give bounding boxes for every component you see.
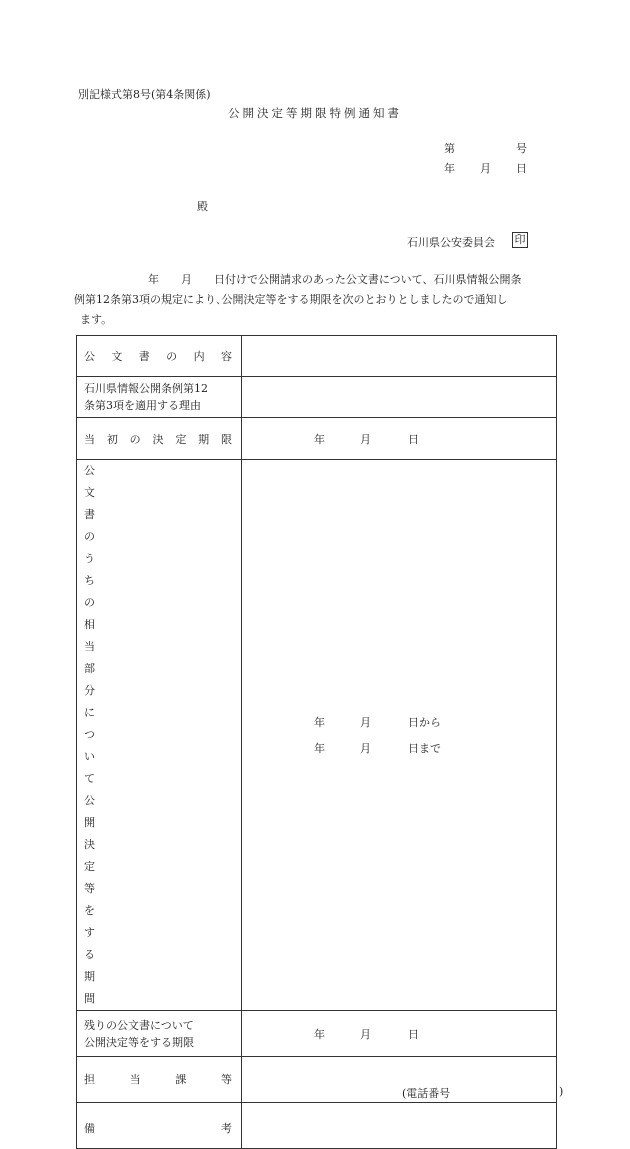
- label-department-text: [84, 1071, 232, 1087]
- period-from-year: 年: [314, 716, 325, 729]
- label-char: 公: [84, 350, 95, 363]
- label-char: の: [84, 530, 95, 543]
- label-reason-line1: 石川県情報公開条例第12: [84, 382, 208, 395]
- doc-date-month: 月: [480, 162, 491, 175]
- value-department: [242, 1057, 564, 1103]
- label-char: を: [84, 904, 95, 917]
- label-char: 定: [84, 860, 95, 873]
- label-char: 書: [84, 508, 95, 521]
- label-partial-period-line3: [84, 834, 232, 1010]
- label-char: 当: [84, 640, 95, 653]
- label-char: 初: [106, 432, 118, 446]
- label-char: ち: [84, 574, 95, 587]
- form-number-label: 別記様式第8号(第4条関係): [78, 88, 211, 101]
- notice-table: [76, 335, 564, 1149]
- label-char: 間: [84, 992, 95, 1005]
- label-char: 当: [84, 432, 95, 446]
- label-remaining-line2: 公開決定等をする期限: [84, 1035, 194, 1049]
- label-char: 等: [220, 1073, 232, 1086]
- label-char: う: [84, 552, 95, 565]
- label-partial-period-line1: [84, 460, 232, 658]
- label-initial-deadline: [77, 418, 242, 460]
- label-initial-deadline-text: [84, 431, 232, 447]
- label-remarks: [77, 1103, 242, 1149]
- initial-deadline-month: 月: [360, 432, 371, 446]
- row-document-content: [77, 336, 557, 377]
- row-initial-deadline: [77, 418, 557, 460]
- label-char: す: [84, 926, 95, 939]
- label-char: 内: [193, 350, 205, 363]
- doc-date-year: 年: [444, 162, 455, 175]
- label-char: 考: [221, 1122, 232, 1135]
- label-char: 決: [152, 432, 164, 446]
- document-title: 公開決定等期限特例通知書: [228, 106, 402, 120]
- period-until-day: 日まで: [408, 742, 441, 755]
- period-until-month: 月: [360, 742, 371, 755]
- remaining-deadline-month: 月: [360, 1027, 371, 1041]
- value-remaining-deadline: [242, 1011, 557, 1057]
- label-reason-line2: 条第3項を適用する理由: [84, 399, 201, 412]
- label-remaining-line1: 残りの公文書について: [84, 1018, 194, 1032]
- value-remarks: [242, 1103, 557, 1149]
- seal-mark: 印: [512, 232, 528, 248]
- notice-body: [74, 270, 560, 330]
- body-line-2: 例第12条第3項の規定により､公開決定等をする期限を次のとおりとしましたので通知し: [74, 293, 508, 306]
- label-partial-period: [77, 460, 242, 1011]
- initial-deadline-year: 年: [314, 432, 325, 446]
- value-initial-deadline: [242, 418, 557, 460]
- remaining-deadline-year: 年: [314, 1027, 325, 1041]
- label-char: 部: [84, 662, 95, 675]
- label-char: の: [84, 596, 95, 609]
- phone-number-close: ): [559, 1085, 564, 1098]
- row-remaining-deadline: [77, 1011, 557, 1057]
- body-line-1: 年 月 日付けで公開請求のあった公文書について、石川県情報公開条: [148, 273, 522, 286]
- label-char: 期: [84, 970, 95, 983]
- label-char: る: [84, 948, 95, 961]
- label-char: 開: [84, 816, 95, 829]
- doc-number-suffix: 号: [516, 142, 527, 155]
- label-remaining-deadline: [77, 1011, 242, 1057]
- period-from-day: 日から: [408, 716, 441, 729]
- label-char: 文: [111, 350, 123, 363]
- row-remarks: [77, 1103, 557, 1149]
- label-char: 公: [84, 794, 95, 807]
- label-char: て: [84, 772, 95, 785]
- label-char: 公: [84, 464, 95, 477]
- label-char: 担: [84, 1073, 95, 1086]
- row-partial-period: [77, 460, 557, 1011]
- label-char: 容: [220, 350, 232, 363]
- initial-deadline-day: 日: [408, 432, 419, 446]
- label-char: の: [129, 432, 141, 446]
- label-char: 文: [84, 486, 95, 499]
- value-reason: [242, 377, 557, 418]
- label-char: 限: [220, 432, 232, 446]
- label-document-content-text: [84, 348, 232, 364]
- label-char: 課: [175, 1073, 187, 1086]
- label-char: 等: [84, 882, 95, 895]
- label-char: 定: [175, 432, 187, 446]
- label-char: 決: [84, 838, 95, 851]
- label-reason: [77, 377, 242, 418]
- label-char: に: [84, 706, 95, 719]
- addressee-honorific: 殿: [197, 200, 208, 213]
- label-char: 分: [84, 684, 95, 697]
- label-char: つ: [84, 728, 95, 741]
- phone-number-label: (電話番号: [402, 1087, 451, 1100]
- label-char: 期: [198, 432, 210, 446]
- label-char: の: [166, 350, 178, 363]
- value-partial-period: [242, 460, 557, 1011]
- label-char: 備: [84, 1122, 95, 1135]
- period-until-year: 年: [314, 742, 325, 755]
- issuer-name: 石川県公安委員会: [407, 236, 495, 249]
- label-char: 相: [84, 618, 95, 631]
- label-partial-period-line2: [84, 658, 232, 834]
- row-reason: [77, 377, 557, 418]
- doc-date-day: 日: [516, 162, 527, 175]
- body-line-3: ます。: [80, 313, 113, 326]
- doc-number-prefix: 第: [444, 142, 455, 155]
- remaining-deadline-day: 日: [408, 1027, 419, 1041]
- period-from-month: 月: [360, 716, 371, 729]
- value-document-content: [242, 336, 557, 377]
- label-char: い: [84, 750, 95, 763]
- label-department: [77, 1057, 242, 1103]
- row-department: [77, 1057, 557, 1103]
- label-char: 書: [138, 350, 150, 363]
- label-remarks-text: [84, 1120, 232, 1136]
- label-char: 当: [129, 1073, 141, 1086]
- label-document-content: [77, 336, 242, 377]
